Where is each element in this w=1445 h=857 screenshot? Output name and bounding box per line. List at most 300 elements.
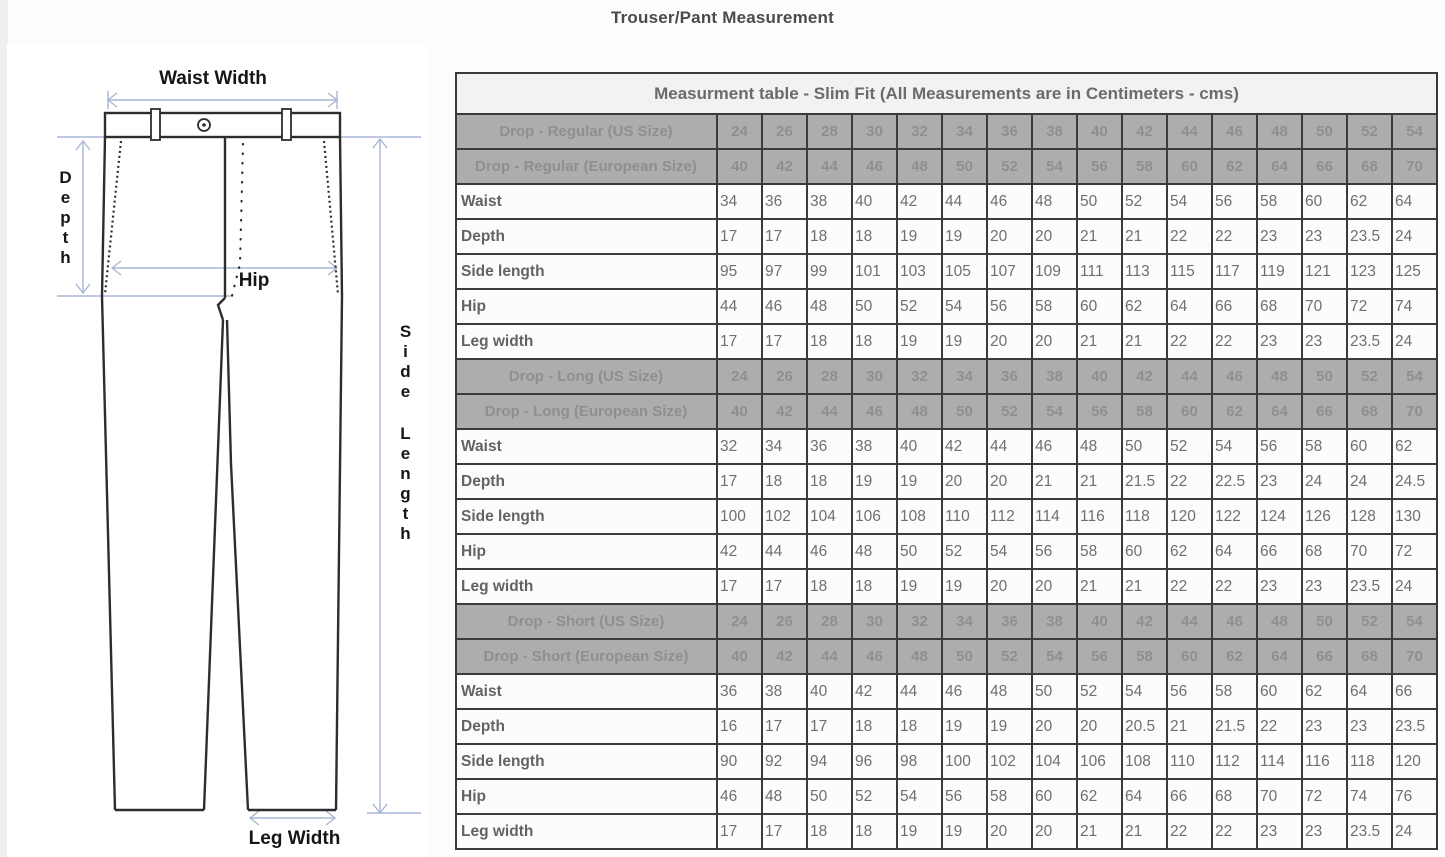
size-cell: 36: [987, 604, 1032, 639]
value-cell: 22: [1167, 219, 1212, 254]
size-row-eu: [456, 639, 1437, 674]
value-cell: 20: [987, 219, 1032, 254]
value-cell: 52: [897, 289, 942, 324]
size-cell: 26: [762, 114, 807, 149]
value-cell: 54: [942, 289, 987, 324]
value-cell: 24: [1302, 464, 1347, 499]
value-cell: 58: [1302, 429, 1347, 464]
value-cell: 17: [762, 569, 807, 604]
size-cell: 36: [987, 359, 1032, 394]
measure-label: Hip: [456, 289, 717, 324]
value-cell: 34: [762, 429, 807, 464]
side-length-label-word2: Length: [400, 424, 411, 543]
size-cell: 52: [1347, 114, 1392, 149]
value-cell: 20: [1032, 569, 1077, 604]
value-cell: 109: [1032, 254, 1077, 289]
trouser-outline: [102, 109, 342, 810]
value-cell: 112: [987, 499, 1032, 534]
value-cell: 21: [1077, 569, 1122, 604]
value-cell: 19: [942, 219, 987, 254]
value-cell: 123: [1347, 254, 1392, 289]
value-cell: 22: [1167, 569, 1212, 604]
value-cell: 18: [852, 814, 897, 849]
size-cell: 44: [1167, 604, 1212, 639]
size-cell: 40: [1077, 604, 1122, 639]
value-cell: 92: [762, 744, 807, 779]
value-cell: 22: [1257, 709, 1302, 744]
value-cell: 58: [987, 779, 1032, 814]
size-cell: 54: [1032, 394, 1077, 429]
value-cell: 72: [1347, 289, 1392, 324]
value-cell: 119: [1257, 254, 1302, 289]
size-cell: 26: [762, 604, 807, 639]
value-cell: 21: [1077, 219, 1122, 254]
value-cell: 24: [1392, 569, 1437, 604]
value-cell: 50: [1032, 674, 1077, 709]
value-cell: 20: [987, 569, 1032, 604]
size-cell: 44: [807, 149, 852, 184]
size-cell: 28: [807, 114, 852, 149]
size-cell: 42: [1122, 114, 1167, 149]
size-cell: 70: [1392, 639, 1437, 674]
measure-row: [456, 429, 1437, 464]
value-cell: 70: [1302, 289, 1347, 324]
size-cell: 30: [852, 359, 897, 394]
size-cell: 52: [987, 149, 1032, 184]
size-cell: 50: [1302, 359, 1347, 394]
value-cell: 44: [717, 289, 762, 324]
value-cell: 66: [1257, 534, 1302, 569]
size-cell: 68: [1347, 149, 1392, 184]
value-cell: 23.5: [1347, 814, 1392, 849]
value-cell: 124: [1257, 499, 1302, 534]
measure-label: Depth: [456, 709, 717, 744]
measure-row: [456, 289, 1437, 324]
value-cell: 99: [807, 254, 852, 289]
value-cell: 121: [1302, 254, 1347, 289]
value-cell: 117: [1212, 254, 1257, 289]
measure-label: Depth: [456, 464, 717, 499]
measure-label: Waist: [456, 184, 717, 219]
size-cell: 50: [942, 639, 987, 674]
value-cell: 62: [1302, 674, 1347, 709]
value-cell: 23: [1302, 569, 1347, 604]
measurement-table: [455, 72, 1438, 850]
value-cell: 19: [942, 324, 987, 359]
belt-loop-right: [282, 109, 291, 140]
value-cell: 23: [1257, 569, 1302, 604]
belt-loop-left: [151, 109, 160, 140]
value-cell: 98: [897, 744, 942, 779]
value-cell: 110: [1167, 744, 1212, 779]
value-cell: 100: [717, 499, 762, 534]
value-cell: 120: [1392, 744, 1437, 779]
value-cell: 48: [987, 674, 1032, 709]
waist-width-label: Waist Width: [159, 68, 267, 89]
value-cell: 19: [897, 219, 942, 254]
value-cell: 68: [1302, 534, 1347, 569]
value-cell: 101: [852, 254, 897, 289]
value-cell: 21: [1077, 464, 1122, 499]
size-cell: 48: [1257, 114, 1302, 149]
value-cell: 50: [1122, 429, 1167, 464]
value-cell: 46: [942, 674, 987, 709]
size-row-eu: [456, 394, 1437, 429]
value-cell: 23.5: [1347, 324, 1392, 359]
side-length-label-word1: Side: [399, 322, 412, 401]
value-cell: 114: [1032, 499, 1077, 534]
value-cell: 23: [1257, 219, 1302, 254]
measure-label: Depth: [456, 219, 717, 254]
value-cell: 21: [1122, 324, 1167, 359]
size-cell: 42: [762, 149, 807, 184]
size-cell: 54: [1032, 149, 1077, 184]
size-cell: 56: [1077, 149, 1122, 184]
value-cell: 56: [1167, 674, 1212, 709]
value-cell: 50: [852, 289, 897, 324]
value-cell: 130: [1392, 499, 1437, 534]
value-cell: 20: [987, 814, 1032, 849]
value-cell: 19: [942, 569, 987, 604]
value-cell: 40: [897, 429, 942, 464]
drop-label-eu: Drop - Long (European Size): [456, 394, 717, 429]
value-cell: 72: [1392, 534, 1437, 569]
value-cell: 24: [1392, 324, 1437, 359]
value-cell: 62: [1392, 429, 1437, 464]
size-cell: 46: [1212, 604, 1257, 639]
value-cell: 110: [942, 499, 987, 534]
size-cell: 60: [1167, 149, 1212, 184]
size-cell: 66: [1302, 394, 1347, 429]
value-cell: 66: [1392, 674, 1437, 709]
value-cell: 24: [1392, 814, 1437, 849]
measure-row: [456, 184, 1437, 219]
measure-label: Leg width: [456, 814, 717, 849]
size-cell: 52: [987, 394, 1032, 429]
size-cell: 48: [1257, 359, 1302, 394]
measure-label: Hip: [456, 779, 717, 814]
measure-row: [456, 254, 1437, 289]
leg-width-label: Leg Width: [248, 828, 341, 849]
value-cell: 46: [762, 289, 807, 324]
value-cell: 64: [1392, 184, 1437, 219]
value-cell: 62: [1347, 184, 1392, 219]
size-cell: 38: [1032, 604, 1077, 639]
pocket-stitch-left: [105, 141, 121, 294]
value-cell: 21: [1167, 709, 1212, 744]
value-cell: 18: [852, 709, 897, 744]
size-cell: 54: [1392, 604, 1437, 639]
value-cell: 20: [1032, 814, 1077, 849]
value-cell: 60: [1032, 779, 1077, 814]
value-cell: 68: [1257, 289, 1302, 324]
value-cell: 106: [1077, 744, 1122, 779]
value-cell: 17: [717, 814, 762, 849]
size-cell: 54: [1392, 114, 1437, 149]
size-cell: 70: [1392, 394, 1437, 429]
size-cell: 64: [1257, 149, 1302, 184]
value-cell: 23: [1257, 324, 1302, 359]
value-cell: 104: [807, 499, 852, 534]
size-cell: 32: [897, 114, 942, 149]
size-cell: 70: [1392, 149, 1437, 184]
value-cell: 23: [1347, 709, 1392, 744]
value-cell: 102: [762, 499, 807, 534]
value-cell: 22: [1167, 324, 1212, 359]
value-cell: 23: [1302, 709, 1347, 744]
value-cell: 19: [852, 464, 897, 499]
size-cell: 48: [897, 149, 942, 184]
value-cell: 22: [1212, 324, 1257, 359]
value-cell: 125: [1392, 254, 1437, 289]
size-row-us: [456, 359, 1437, 394]
value-cell: 48: [762, 779, 807, 814]
size-cell: 40: [717, 394, 762, 429]
value-cell: 58: [1212, 674, 1257, 709]
value-cell: 17: [717, 464, 762, 499]
pocket-stitch-right: [324, 141, 338, 294]
value-cell: 66: [1212, 289, 1257, 324]
table-wrap: [455, 72, 1438, 850]
size-cell: 50: [942, 149, 987, 184]
drop-label-us: Drop - Long (US Size): [456, 359, 717, 394]
size-row-us: [456, 114, 1437, 149]
value-cell: 44: [987, 429, 1032, 464]
value-cell: 56: [987, 289, 1032, 324]
size-cell: 66: [1302, 149, 1347, 184]
value-cell: 40: [852, 184, 897, 219]
value-cell: 20: [1032, 709, 1077, 744]
value-cell: 60: [1257, 674, 1302, 709]
measure-row: [456, 674, 1437, 709]
value-cell: 18: [807, 219, 852, 254]
size-cell: 46: [1212, 114, 1257, 149]
measure-label: Leg width: [456, 324, 717, 359]
drop-label-eu: Drop - Short (European Size): [456, 639, 717, 674]
value-cell: 18: [897, 709, 942, 744]
measure-label: Hip: [456, 534, 717, 569]
trouser-diagram-svg: [7, 44, 428, 857]
value-cell: 50: [807, 779, 852, 814]
value-cell: 70: [1257, 779, 1302, 814]
size-cell: 34: [942, 359, 987, 394]
value-cell: 18: [807, 814, 852, 849]
value-cell: 48: [1032, 184, 1077, 219]
value-cell: 17: [717, 569, 762, 604]
value-cell: 21: [1122, 569, 1167, 604]
value-cell: 64: [1167, 289, 1212, 324]
size-cell: 62: [1212, 149, 1257, 184]
size-cell: 50: [942, 394, 987, 429]
page-title: Trouser/Pant Measurement: [610, 8, 835, 27]
value-cell: 17: [762, 709, 807, 744]
drop-label-us: Drop - Regular (US Size): [456, 114, 717, 149]
size-cell: 32: [897, 359, 942, 394]
value-cell: 105: [942, 254, 987, 289]
size-cell: 50: [1302, 604, 1347, 639]
size-cell: 54: [1032, 639, 1077, 674]
size-cell: 64: [1257, 394, 1302, 429]
size-row-us: [456, 604, 1437, 639]
value-cell: 52: [942, 534, 987, 569]
value-cell: 17: [762, 324, 807, 359]
value-cell: 17: [807, 709, 852, 744]
value-cell: 24: [1347, 464, 1392, 499]
value-cell: 103: [897, 254, 942, 289]
value-cell: 22: [1167, 464, 1212, 499]
value-cell: 64: [1122, 779, 1167, 814]
value-cell: 23: [1302, 219, 1347, 254]
measure-row: [456, 499, 1437, 534]
trouser-diagram: [7, 44, 428, 857]
size-cell: 48: [1257, 604, 1302, 639]
value-cell: 23.5: [1392, 709, 1437, 744]
measure-label: Waist: [456, 429, 717, 464]
size-cell: 60: [1167, 394, 1212, 429]
value-cell: 120: [1167, 499, 1212, 534]
size-cell: 68: [1347, 394, 1392, 429]
measure-row: [456, 709, 1437, 744]
value-cell: 42: [717, 534, 762, 569]
drop-label-us: Drop - Short (US Size): [456, 604, 717, 639]
size-cell: 42: [762, 639, 807, 674]
value-cell: 58: [1257, 184, 1302, 219]
size-cell: 24: [717, 359, 762, 394]
value-cell: 44: [762, 534, 807, 569]
measure-label: Waist: [456, 674, 717, 709]
value-cell: 18: [807, 464, 852, 499]
value-cell: 21.5: [1212, 709, 1257, 744]
value-cell: 46: [987, 184, 1032, 219]
measure-label: Side length: [456, 499, 717, 534]
value-cell: 48: [1077, 429, 1122, 464]
depth-arrow: [76, 141, 90, 293]
value-cell: 22: [1212, 814, 1257, 849]
value-cell: 111: [1077, 254, 1122, 289]
value-cell: 108: [1122, 744, 1167, 779]
value-cell: 118: [1122, 499, 1167, 534]
value-cell: 118: [1347, 744, 1392, 779]
value-cell: 54: [897, 779, 942, 814]
measure-row: [456, 219, 1437, 254]
value-cell: 19: [942, 814, 987, 849]
value-cell: 115: [1167, 254, 1212, 289]
measure-row: [456, 324, 1437, 359]
value-cell: 38: [807, 184, 852, 219]
value-cell: 23: [1257, 464, 1302, 499]
value-cell: 20: [987, 324, 1032, 359]
size-cell: 40: [717, 639, 762, 674]
hip-label: Hip: [238, 270, 270, 291]
size-cell: 48: [897, 394, 942, 429]
value-cell: 19: [897, 569, 942, 604]
value-cell: 16: [717, 709, 762, 744]
value-cell: 36: [807, 429, 852, 464]
size-cell: 28: [807, 359, 852, 394]
value-cell: 70: [1347, 534, 1392, 569]
value-cell: 19: [987, 709, 1032, 744]
size-cell: 58: [1122, 639, 1167, 674]
value-cell: 20.5: [1122, 709, 1167, 744]
size-cell: 28: [807, 604, 852, 639]
value-cell: 23: [1257, 814, 1302, 849]
size-cell: 56: [1077, 639, 1122, 674]
size-cell: 54: [1392, 359, 1437, 394]
measure-row: [456, 814, 1437, 849]
value-cell: 23.5: [1347, 219, 1392, 254]
value-cell: 107: [987, 254, 1032, 289]
value-cell: 36: [717, 674, 762, 709]
value-cell: 94: [807, 744, 852, 779]
size-cell: 40: [1077, 359, 1122, 394]
size-cell: 24: [717, 604, 762, 639]
value-cell: 19: [897, 814, 942, 849]
value-cell: 112: [1212, 744, 1257, 779]
value-cell: 19: [897, 324, 942, 359]
drop-label-eu: Drop - Regular (European Size): [456, 149, 717, 184]
depth-label: Depth: [59, 168, 72, 267]
value-cell: 38: [762, 674, 807, 709]
measure-label: Side length: [456, 744, 717, 779]
value-cell: 22: [1212, 569, 1257, 604]
size-cell: 44: [807, 394, 852, 429]
size-cell: 38: [1032, 359, 1077, 394]
measure-row: [456, 569, 1437, 604]
value-cell: 52: [852, 779, 897, 814]
value-cell: 74: [1347, 779, 1392, 814]
size-cell: 42: [762, 394, 807, 429]
value-cell: 52: [1077, 674, 1122, 709]
size-cell: 66: [1302, 639, 1347, 674]
value-cell: 18: [762, 464, 807, 499]
value-cell: 56: [1032, 534, 1077, 569]
size-cell: 48: [897, 639, 942, 674]
value-cell: 97: [762, 254, 807, 289]
value-cell: 96: [852, 744, 897, 779]
value-cell: 50: [897, 534, 942, 569]
value-cell: 32: [717, 429, 762, 464]
value-cell: 66: [1167, 779, 1212, 814]
value-cell: 72: [1302, 779, 1347, 814]
value-cell: 20: [1077, 709, 1122, 744]
value-cell: 18: [852, 324, 897, 359]
value-cell: 64: [1347, 674, 1392, 709]
size-cell: 40: [1077, 114, 1122, 149]
size-cell: 42: [1122, 359, 1167, 394]
measure-row: [456, 744, 1437, 779]
value-cell: 58: [1077, 534, 1122, 569]
value-cell: 76: [1392, 779, 1437, 814]
value-cell: 128: [1347, 499, 1392, 534]
size-cell: 44: [1167, 359, 1212, 394]
value-cell: 21: [1122, 219, 1167, 254]
value-cell: 23: [1302, 324, 1347, 359]
value-cell: 54: [1167, 184, 1212, 219]
value-cell: 64: [1212, 534, 1257, 569]
value-cell: 68: [1212, 779, 1257, 814]
value-cell: 18: [852, 219, 897, 254]
value-cell: 100: [942, 744, 987, 779]
value-cell: 17: [762, 814, 807, 849]
value-cell: 52: [1167, 429, 1212, 464]
value-cell: 60: [1302, 184, 1347, 219]
value-cell: 22: [1212, 219, 1257, 254]
value-cell: 40: [807, 674, 852, 709]
size-cell: 68: [1347, 639, 1392, 674]
value-cell: 17: [717, 219, 762, 254]
measure-label: Side length: [456, 254, 717, 289]
value-cell: 50: [1077, 184, 1122, 219]
